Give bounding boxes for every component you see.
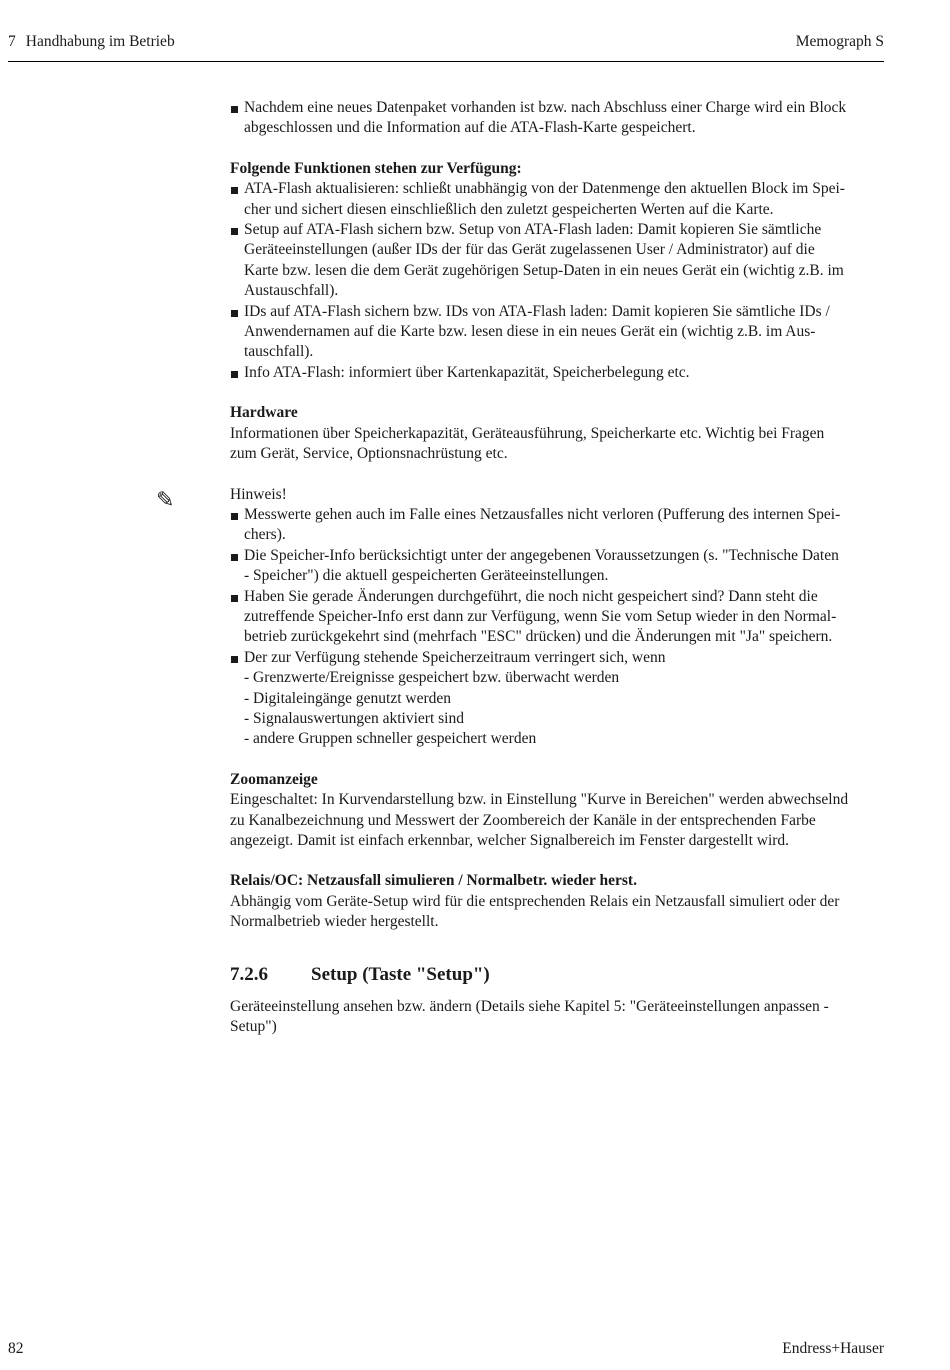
page-number: 82: [8, 1340, 24, 1357]
list-item-line: IDs auf ATA-Flash sichern bzw. IDs von ATA-Flash laden: Damit kopieren Sie sämtliche IDs /: [244, 302, 830, 320]
list-item: [230, 179, 885, 220]
list-item-line: zutreffende Speicher-Info erst dann zur Verfügung, wenn Sie vom Setup wieder in den Normal-: [244, 607, 837, 625]
list-item-line: Geräteeinstellungen (außer IDs der für das Gerät zugelassenen User / Administrator) auf die: [244, 241, 815, 259]
list-item-line: ATA-Flash aktualisieren: schließt unabhängig von der Datenmenge den aktuellen Block im Spei-: [244, 180, 845, 198]
dash-item: - Digitaleingänge genutzt werden: [244, 689, 452, 707]
list-item-line: Der zur Verfügung stehende Speicherzeitraum verringert sich, wenn: [244, 648, 666, 666]
chapter-number: 7: [8, 33, 16, 50]
list-item: [230, 505, 885, 546]
section-line: Setup"): [230, 1018, 277, 1036]
list-item-line: Haben Sie gerade Änderungen durchgeführt, die noch nicht gespeichert sind? Dann steht die: [244, 587, 818, 605]
list-item: [230, 98, 885, 139]
list-item-line: Karte bzw. lesen die dem Gerät zugehörigen Setup-Daten in ein neues Gerät ein (wichtig z.B. im: [244, 261, 844, 279]
list-item-line: Die Speicher-Info berücksichtigt unter der angegebenen Voraussetzungen (s. "Technische Daten: [244, 546, 839, 564]
section-title: Setup (Taste "Setup"): [311, 963, 490, 985]
list-item-line: tauschfall).: [244, 343, 314, 361]
list-item-line: Setup auf ATA-Flash sichern bzw. Setup von ATA-Flash laden: Damit kopieren Sie sämtliche: [244, 221, 822, 239]
functions-list: [230, 179, 885, 383]
relais-heading: Relais/OC: Netzausfall simulieren / Normalbetr. wieder herst.: [230, 872, 637, 890]
zoom-line: Eingeschaltet: In Kurvendarstellung bzw. in Einstellung "Kurve in Bereichen" werden abwechselnd: [230, 791, 849, 809]
relais-line: Abhängig vom Geräte-Setup wird für die entsprechenden Relais ein Netzausfall simuliert oder der: [230, 892, 840, 910]
pencil-note-icon: ✎: [156, 488, 175, 513]
functions-heading: Folgende Funktionen stehen zur Verfügung:: [230, 159, 522, 177]
list-item: [230, 546, 885, 587]
list-item-line: Nachdem eine neues Datenpaket vorhanden ist bzw. nach Abschluss einer Charge wird ein Block: [244, 99, 847, 116]
section-number: 7.2.6: [230, 963, 268, 985]
list-item-line: Messwerte gehen auch im Falle eines Netzausfalles nicht verloren (Pufferung des internen Spei-: [244, 505, 841, 523]
page-header: [8, 30, 884, 62]
dash-item: - andere Gruppen schneller gespeichert werden: [244, 730, 537, 748]
list-item: [230, 648, 885, 668]
note-list: [230, 505, 885, 668]
zoom-heading: Zoomanzeige: [230, 770, 318, 788]
list-item-line: abgeschlossen und die Information auf die ATA-Flash-Karte gespeichert.: [244, 119, 696, 137]
list-item-line: Austauschfall).: [244, 282, 339, 300]
brand-name: Endress+Hauser: [782, 1340, 884, 1357]
chapter-title: Handhabung im Betrieb: [25, 33, 175, 50]
list-item-line: Info ATA-Flash: informiert über Kartenkapazität, Speicherbelegung etc.: [244, 363, 690, 381]
zoom-line: zu Kanalbezeichnung und Messwert der Zoombereich der Kanäle in der entsprechenden Farbe: [230, 811, 816, 829]
product-name: Memograph S: [795, 33, 884, 50]
list-item: [230, 220, 885, 302]
section-line: Geräteeinstellung ansehen bzw. ändern (Details siehe Kapitel 5: "Geräteeinstellungen anpassen -: [230, 997, 829, 1015]
list-item-line: betrieb zurückgekehrt sind (mehrfach "ESC" drücken) und die Änderungen mit "Ja" speichern.: [244, 628, 833, 646]
list-item-line: Anwendernamen auf die Karte bzw. lesen diese in ein neues Gerät ein (wichtig z.B. im Aus-: [244, 323, 816, 341]
zoom-line: angezeigt. Damit ist einfach erkennbar, welcher Signalbereich im Fenster dargestellt wird.: [230, 832, 790, 849]
intro-list: [230, 98, 885, 139]
hardware-line: Informationen über Speicherkapazität, Geräteausführung, Speicherkarte etc. Wichtig bei Fragen: [230, 424, 825, 442]
dash-item: - Signalauswertungen aktiviert sind: [244, 709, 464, 727]
hardware-heading: Hardware: [230, 404, 298, 422]
list-item: [230, 587, 885, 648]
note-label: Hinweis!: [230, 485, 287, 503]
list-item-line: cher und sichert diesen einschließlich den zuletzt gespeicherten Werten auf die Karte.: [244, 200, 774, 218]
list-item-line: - Speicher") die aktuell gespeicherten Geräteeinstellungen.: [244, 567, 609, 585]
hardware-line: zum Gerät, Service, Optionsnachrüstung etc.: [230, 445, 508, 463]
header-chapter: [8, 33, 175, 51]
page-content: [230, 98, 885, 1037]
section-heading: [230, 963, 885, 987]
list-item: [230, 363, 885, 383]
relais-line: Normalbetrieb wieder hergestellt.: [230, 913, 439, 931]
list-item-line: chers).: [244, 526, 286, 544]
dash-item: - Grenzwerte/Ereignisse gespeichert bzw. überwacht werden: [244, 669, 620, 687]
list-item: [230, 302, 885, 363]
